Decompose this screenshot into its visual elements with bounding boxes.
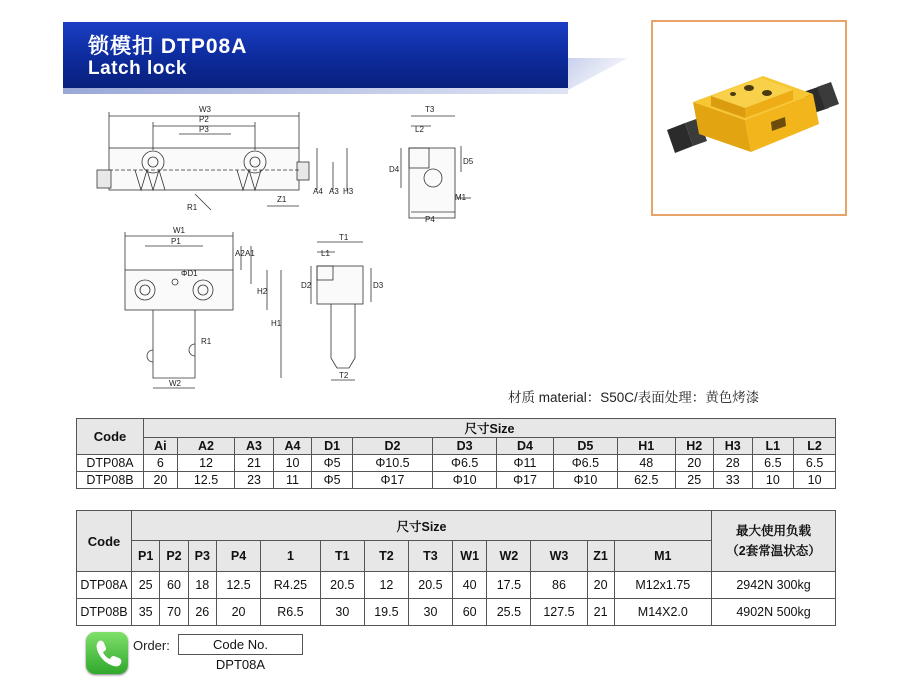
column-header: D2 [352,438,432,455]
label-d3: D3 [373,281,384,290]
order-label: Order: [133,638,170,653]
column-header: D1 [312,438,353,455]
technical-drawing [85,100,505,400]
column-header: H2 [675,438,714,455]
table-cell: Φ10 [553,472,617,489]
column-header: T2 [364,541,408,572]
label-r1: R1 [187,203,198,212]
row-code: DTP08A [77,572,132,599]
table-cell: 60 [452,599,486,626]
column-header: W2 [487,541,531,572]
table-cell: 17.5 [487,572,531,599]
column-header: M1 [614,541,711,572]
table-cell: 33 [714,472,753,489]
label-p4: P4 [425,215,435,224]
column-header: H1 [618,438,675,455]
table-cell: R6.5 [261,599,321,626]
label-a4: A4 [313,187,323,196]
size-header: 尺寸Size [132,511,712,541]
table-row [77,599,836,626]
title-chinese: 锁模扣 DTP08A [88,35,248,58]
label-p2: P2 [199,115,209,124]
banner-shadow [63,88,568,94]
column-header: A2 [177,438,234,455]
column-header: D5 [553,438,617,455]
phone-icon[interactable] [86,632,128,674]
column-header: D3 [433,438,497,455]
code-header: Code [77,511,132,572]
column-header: L1 [752,438,794,455]
column-header: P1 [132,541,160,572]
table-cell: 23 [235,472,274,489]
table-cell: Φ5 [312,472,353,489]
max-load-header: 最大使用负载 （2套常温状态） [712,511,836,572]
column-header: H3 [714,438,753,455]
table-cell: 6 [144,455,178,472]
table-cell: Φ10.5 [352,455,432,472]
row-code: DTP08B [77,472,144,489]
max-load-cell: 4902N 500kg [712,599,836,626]
label-t1: T1 [339,233,349,242]
table-cell: 18 [188,572,216,599]
table-cell: 20.5 [408,572,452,599]
table-cell: 20 [216,599,260,626]
column-header: T1 [320,541,364,572]
table-cell: R4.25 [261,572,321,599]
label-d4: D4 [389,165,400,174]
table-cell: Φ11 [497,455,553,472]
label-d1: ΦD1 [181,269,198,278]
table-cell: 20.5 [320,572,364,599]
column-header: P4 [216,541,260,572]
table-cell: Φ10 [433,472,497,489]
table-cell: 12.5 [177,472,234,489]
label-z1: Z1 [277,195,287,204]
label-h1: H1 [271,319,282,328]
table-cell: 20 [587,572,614,599]
table-cell: 12 [364,572,408,599]
table-cell: 19.5 [364,599,408,626]
label-a1: A1 [245,249,255,258]
table-cell: 60 [160,572,188,599]
table-cell: 35 [132,599,160,626]
column-header: T3 [408,541,452,572]
table-cell: Φ17 [352,472,432,489]
column-header: W3 [531,541,587,572]
label-w2: W2 [169,379,181,388]
label-l1: L1 [321,249,330,258]
label-m1: M1 [455,193,467,202]
row-code: DTP08B [77,599,132,626]
table-cell: 28 [714,455,753,472]
table-row [77,455,836,472]
table-cell: 21 [587,599,614,626]
table-cell: M12x1.75 [614,572,711,599]
table-cell: 30 [408,599,452,626]
latch-lock-photo [653,22,845,214]
label-t3: T3 [425,105,435,114]
label-a2: A2 [235,249,245,258]
table-cell: 20 [144,472,178,489]
label-d2: D2 [301,281,312,290]
label-p1: P1 [171,237,181,246]
column-header: L2 [794,438,836,455]
label-p3: P3 [199,125,209,134]
max-load-cell: 2942N 300kg [712,572,836,599]
table-cell: Φ5 [312,455,353,472]
table-cell: 26 [188,599,216,626]
code-header: Code [77,419,144,455]
column-header: Ai [144,438,178,455]
table-cell: 12.5 [216,572,260,599]
label-d5: D5 [463,157,474,166]
table-cell: Φ6.5 [553,455,617,472]
material-note: 材质 material：S50C/表面处理：黄色烤漆 [508,390,760,405]
table-cell: 127.5 [531,599,587,626]
table-cell: 70 [160,599,188,626]
column-header: Z1 [587,541,614,572]
label-r1-lower: R1 [201,337,212,346]
table-cell: 48 [618,455,675,472]
table-cell: 6.5 [794,455,836,472]
table-cell: 10 [752,472,794,489]
column-header: D4 [497,438,553,455]
table-cell: 86 [531,572,587,599]
column-header: A3 [235,438,274,455]
column-header: W1 [452,541,486,572]
table-cell: 62.5 [618,472,675,489]
label-w1: W1 [173,226,185,235]
table-cell: 40 [452,572,486,599]
table-cell: 25 [675,472,714,489]
row-code: DTP08A [77,455,144,472]
column-header: A4 [273,438,312,455]
column-header: P3 [188,541,216,572]
table-cell: 11 [273,472,312,489]
column-header: 1 [261,541,321,572]
label-l2: L2 [415,125,424,134]
table-cell: 25.5 [487,599,531,626]
table-cell: 10 [794,472,836,489]
size-header: 尺寸Size [144,419,836,438]
table-cell: 20 [675,455,714,472]
order-code-header: Code No. [178,634,303,655]
column-header: P2 [160,541,188,572]
label-a3: A3 [329,187,339,196]
table-cell: 6.5 [752,455,794,472]
table-cell: 25 [132,572,160,599]
title-english: Latch lock [88,58,187,79]
banner-fade [568,58,628,90]
table-cell: Φ6.5 [433,455,497,472]
order-code-value: DPT08A [215,657,266,672]
table-cell: 21 [235,455,274,472]
table-cell: 10 [273,455,312,472]
table-cell: 30 [320,599,364,626]
table-cell: 12 [177,455,234,472]
table-row [77,572,836,599]
label-h3: H3 [343,187,354,196]
label-w3: W3 [199,105,211,114]
table-row [77,472,836,489]
label-h2: H2 [257,287,268,296]
table-cell: M14X2.0 [614,599,711,626]
size-table-2 [76,510,836,626]
size-table-1 [76,418,836,489]
label-t2: T2 [339,371,349,380]
table-cell: Φ17 [497,472,553,489]
product-photo [651,20,847,216]
